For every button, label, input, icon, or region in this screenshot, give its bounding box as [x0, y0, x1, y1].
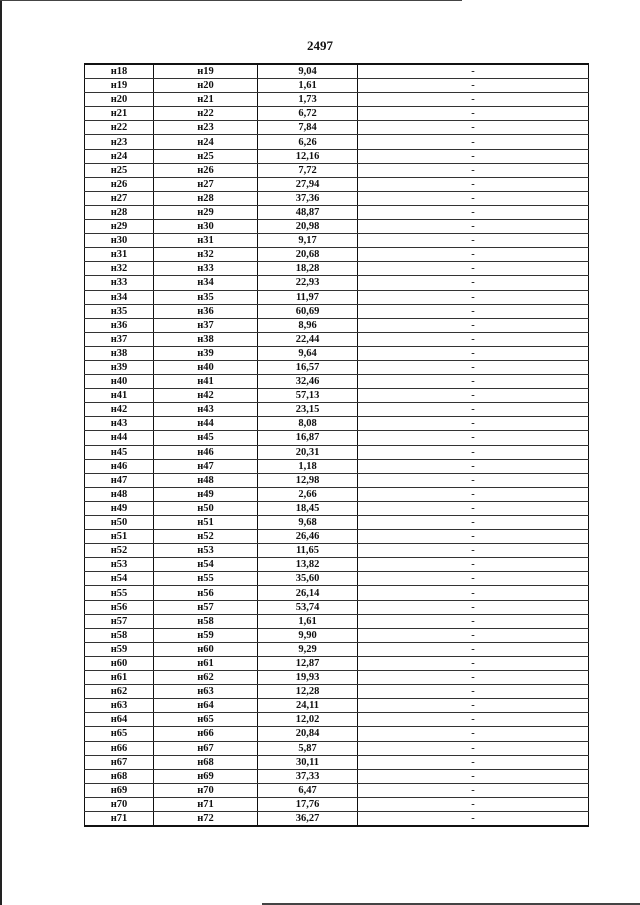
point-to-cell: н27	[154, 177, 258, 191]
note-cell: -	[358, 389, 589, 403]
note-cell: -	[358, 671, 589, 685]
table-row	[85, 600, 589, 614]
table-row	[85, 262, 589, 276]
point-to-cell: н57	[154, 600, 258, 614]
point-from-cell: н26	[85, 177, 154, 191]
point-from-cell: н39	[85, 360, 154, 374]
point-from-cell: н68	[85, 769, 154, 783]
note-cell: -	[358, 79, 589, 93]
length-cell: 13,82	[258, 558, 358, 572]
table-row	[85, 558, 589, 572]
point-to-cell: н23	[154, 121, 258, 135]
point-to-cell: н62	[154, 671, 258, 685]
length-cell: 24,11	[258, 699, 358, 713]
note-cell: -	[358, 699, 589, 713]
point-from-cell: н52	[85, 544, 154, 558]
table-row	[85, 516, 589, 530]
note-cell: -	[358, 403, 589, 417]
length-cell: 37,36	[258, 191, 358, 205]
point-from-cell: н18	[85, 64, 154, 79]
point-from-cell: н53	[85, 558, 154, 572]
table-row	[85, 389, 589, 403]
point-from-cell: н19	[85, 79, 154, 93]
point-from-cell: н50	[85, 516, 154, 530]
note-cell: -	[358, 332, 589, 346]
note-cell: -	[358, 417, 589, 431]
point-from-cell: н65	[85, 727, 154, 741]
note-cell: -	[358, 234, 589, 248]
table-row	[85, 473, 589, 487]
note-cell: -	[358, 769, 589, 783]
point-to-cell: н40	[154, 360, 258, 374]
point-to-cell: н31	[154, 234, 258, 248]
note-cell: -	[358, 248, 589, 262]
table-row	[85, 811, 589, 826]
point-from-cell: н55	[85, 586, 154, 600]
length-cell: 12,02	[258, 713, 358, 727]
point-from-cell: н62	[85, 685, 154, 699]
point-from-cell: н24	[85, 149, 154, 163]
note-cell: -	[358, 727, 589, 741]
point-to-cell: н66	[154, 727, 258, 741]
note-cell: -	[358, 431, 589, 445]
note-cell: -	[358, 290, 589, 304]
table-body	[85, 64, 589, 826]
point-from-cell: н30	[85, 234, 154, 248]
point-from-cell: н41	[85, 389, 154, 403]
point-to-cell: н51	[154, 516, 258, 530]
point-to-cell: н65	[154, 713, 258, 727]
length-cell: 1,73	[258, 93, 358, 107]
note-cell: -	[358, 656, 589, 670]
point-from-cell: н67	[85, 755, 154, 769]
length-cell: 16,57	[258, 360, 358, 374]
point-to-cell: н53	[154, 544, 258, 558]
table-row	[85, 671, 589, 685]
table-row	[85, 459, 589, 473]
table-row	[85, 79, 589, 93]
point-to-cell: н72	[154, 811, 258, 826]
length-cell: 5,87	[258, 741, 358, 755]
point-to-cell: н67	[154, 741, 258, 755]
point-to-cell: н44	[154, 417, 258, 431]
length-cell: 26,14	[258, 586, 358, 600]
point-from-cell: н59	[85, 642, 154, 656]
table-row	[85, 403, 589, 417]
page-number: 2497	[307, 38, 333, 53]
note-cell: -	[358, 177, 589, 191]
point-to-cell: н69	[154, 769, 258, 783]
note-cell: -	[358, 445, 589, 459]
length-cell: 9,68	[258, 516, 358, 530]
point-from-cell: н46	[85, 459, 154, 473]
note-cell: -	[358, 220, 589, 234]
length-cell: 8,96	[258, 318, 358, 332]
length-cell: 23,15	[258, 403, 358, 417]
point-from-cell: н71	[85, 811, 154, 826]
point-from-cell: н28	[85, 205, 154, 219]
point-to-cell: н61	[154, 656, 258, 670]
note-cell: -	[358, 741, 589, 755]
point-to-cell: н68	[154, 755, 258, 769]
point-from-cell: н22	[85, 121, 154, 135]
note-cell: -	[358, 516, 589, 530]
point-from-cell: н61	[85, 671, 154, 685]
point-from-cell: н34	[85, 290, 154, 304]
length-cell: 6,47	[258, 783, 358, 797]
note-cell: -	[358, 262, 589, 276]
point-from-cell: н42	[85, 403, 154, 417]
point-to-cell: н25	[154, 149, 258, 163]
point-to-cell: н42	[154, 389, 258, 403]
note-cell: -	[358, 487, 589, 501]
point-to-cell: н47	[154, 459, 258, 473]
length-cell: 18,28	[258, 262, 358, 276]
table-row	[85, 699, 589, 713]
point-to-cell: н39	[154, 346, 258, 360]
boundary-points-table	[84, 63, 589, 827]
table-row	[85, 797, 589, 811]
point-from-cell: н25	[85, 163, 154, 177]
length-cell: 17,76	[258, 797, 358, 811]
point-from-cell: н35	[85, 304, 154, 318]
point-from-cell: н31	[85, 248, 154, 262]
point-to-cell: н54	[154, 558, 258, 572]
table-row	[85, 205, 589, 219]
length-cell: 20,84	[258, 727, 358, 741]
length-cell: 22,44	[258, 332, 358, 346]
scan-border-top	[0, 0, 462, 1]
note-cell: -	[358, 459, 589, 473]
note-cell: -	[358, 64, 589, 79]
point-from-cell: н66	[85, 741, 154, 755]
point-to-cell: н70	[154, 783, 258, 797]
table-row	[85, 417, 589, 431]
table-row	[85, 177, 589, 191]
point-to-cell: н26	[154, 163, 258, 177]
table-row	[85, 64, 589, 79]
table-row	[85, 445, 589, 459]
note-cell: -	[358, 163, 589, 177]
note-cell: -	[358, 135, 589, 149]
length-cell: 37,33	[258, 769, 358, 783]
table-row	[85, 135, 589, 149]
point-to-cell: н32	[154, 248, 258, 262]
table-row	[85, 191, 589, 205]
point-from-cell: н27	[85, 191, 154, 205]
length-cell: 19,93	[258, 671, 358, 685]
point-from-cell: н45	[85, 445, 154, 459]
length-cell: 6,72	[258, 107, 358, 121]
scan-border-left	[0, 0, 2, 905]
length-cell: 1,61	[258, 79, 358, 93]
point-to-cell: н19	[154, 64, 258, 79]
point-from-cell: н32	[85, 262, 154, 276]
point-from-cell: н43	[85, 417, 154, 431]
length-cell: 2,66	[258, 487, 358, 501]
length-cell: 57,13	[258, 389, 358, 403]
note-cell: -	[358, 642, 589, 656]
point-to-cell: н28	[154, 191, 258, 205]
table-row	[85, 501, 589, 515]
point-to-cell: н22	[154, 107, 258, 121]
point-from-cell: н69	[85, 783, 154, 797]
point-from-cell: н51	[85, 530, 154, 544]
note-cell: -	[358, 544, 589, 558]
length-cell: 12,28	[258, 685, 358, 699]
length-cell: 11,97	[258, 290, 358, 304]
point-to-cell: н43	[154, 403, 258, 417]
point-to-cell: н46	[154, 445, 258, 459]
table-row	[85, 93, 589, 107]
table-row	[85, 755, 589, 769]
point-from-cell: н33	[85, 276, 154, 290]
table-row	[85, 487, 589, 501]
point-to-cell: н34	[154, 276, 258, 290]
point-from-cell: н36	[85, 318, 154, 332]
point-to-cell: н63	[154, 685, 258, 699]
note-cell: -	[358, 811, 589, 826]
note-cell: -	[358, 755, 589, 769]
point-from-cell: н37	[85, 332, 154, 346]
point-from-cell: н58	[85, 628, 154, 642]
note-cell: -	[358, 107, 589, 121]
length-cell: 30,11	[258, 755, 358, 769]
point-from-cell: н57	[85, 614, 154, 628]
table-row	[85, 304, 589, 318]
length-cell: 48,87	[258, 205, 358, 219]
length-cell: 18,45	[258, 501, 358, 515]
point-from-cell: н70	[85, 797, 154, 811]
note-cell: -	[358, 501, 589, 515]
note-cell: -	[358, 205, 589, 219]
point-to-cell: н24	[154, 135, 258, 149]
point-to-cell: н29	[154, 205, 258, 219]
point-from-cell: н56	[85, 600, 154, 614]
point-from-cell: н60	[85, 656, 154, 670]
point-to-cell: н21	[154, 93, 258, 107]
note-cell: -	[358, 346, 589, 360]
note-cell: -	[358, 149, 589, 163]
length-cell: 7,84	[258, 121, 358, 135]
length-cell: 1,61	[258, 614, 358, 628]
point-to-cell: н56	[154, 586, 258, 600]
length-cell: 35,60	[258, 572, 358, 586]
point-from-cell: н49	[85, 501, 154, 515]
note-cell: -	[358, 530, 589, 544]
note-cell: -	[358, 797, 589, 811]
point-to-cell: н50	[154, 501, 258, 515]
point-to-cell: н33	[154, 262, 258, 276]
table-row	[85, 332, 589, 346]
table-row	[85, 248, 589, 262]
point-from-cell: н21	[85, 107, 154, 121]
table-row	[85, 769, 589, 783]
point-from-cell: н44	[85, 431, 154, 445]
note-cell: -	[358, 685, 589, 699]
length-cell: 7,72	[258, 163, 358, 177]
note-cell: -	[358, 713, 589, 727]
note-cell: -	[358, 93, 589, 107]
table-row	[85, 572, 589, 586]
point-from-cell: н40	[85, 375, 154, 389]
length-cell: 12,98	[258, 473, 358, 487]
length-cell: 22,93	[258, 276, 358, 290]
table-row	[85, 318, 589, 332]
point-to-cell: н52	[154, 530, 258, 544]
note-cell: -	[358, 572, 589, 586]
point-from-cell: н54	[85, 572, 154, 586]
note-cell: -	[358, 318, 589, 332]
length-cell: 1,18	[258, 459, 358, 473]
table-row	[85, 727, 589, 741]
length-cell: 53,74	[258, 600, 358, 614]
table-row	[85, 163, 589, 177]
table-row	[85, 741, 589, 755]
length-cell: 11,65	[258, 544, 358, 558]
table-row	[85, 220, 589, 234]
point-to-cell: н64	[154, 699, 258, 713]
table-row	[85, 107, 589, 121]
note-cell: -	[358, 586, 589, 600]
note-cell: -	[358, 783, 589, 797]
point-to-cell: н49	[154, 487, 258, 501]
length-cell: 9,17	[258, 234, 358, 248]
point-to-cell: н71	[154, 797, 258, 811]
point-from-cell: н23	[85, 135, 154, 149]
length-cell: 20,68	[258, 248, 358, 262]
point-to-cell: н59	[154, 628, 258, 642]
point-from-cell: н63	[85, 699, 154, 713]
length-cell: 20,31	[258, 445, 358, 459]
length-cell: 60,69	[258, 304, 358, 318]
note-cell: -	[358, 191, 589, 205]
table-row	[85, 656, 589, 670]
note-cell: -	[358, 628, 589, 642]
length-cell: 16,87	[258, 431, 358, 445]
table-row	[85, 628, 589, 642]
point-from-cell: н38	[85, 346, 154, 360]
length-cell: 6,26	[258, 135, 358, 149]
length-cell: 8,08	[258, 417, 358, 431]
note-cell: -	[358, 360, 589, 374]
length-cell: 27,94	[258, 177, 358, 191]
point-from-cell: н64	[85, 713, 154, 727]
table-row	[85, 290, 589, 304]
length-cell: 12,87	[258, 656, 358, 670]
note-cell: -	[358, 600, 589, 614]
table-row	[85, 346, 589, 360]
point-to-cell: н41	[154, 375, 258, 389]
note-cell: -	[358, 304, 589, 318]
length-cell: 26,46	[258, 530, 358, 544]
table-row	[85, 544, 589, 558]
note-cell: -	[358, 614, 589, 628]
table-row	[85, 234, 589, 248]
note-cell: -	[358, 375, 589, 389]
note-cell: -	[358, 473, 589, 487]
table-row	[85, 149, 589, 163]
note-cell: -	[358, 276, 589, 290]
table-row	[85, 360, 589, 374]
table-row	[85, 276, 589, 290]
point-from-cell: н20	[85, 93, 154, 107]
table-row	[85, 685, 589, 699]
point-to-cell: н58	[154, 614, 258, 628]
table-row	[85, 586, 589, 600]
table-row	[85, 713, 589, 727]
point-to-cell: н38	[154, 332, 258, 346]
point-from-cell: н48	[85, 487, 154, 501]
point-to-cell: н48	[154, 473, 258, 487]
table-row	[85, 375, 589, 389]
point-to-cell: н37	[154, 318, 258, 332]
table-row	[85, 121, 589, 135]
table-row	[85, 783, 589, 797]
point-to-cell: н30	[154, 220, 258, 234]
table-row	[85, 431, 589, 445]
note-cell: -	[358, 558, 589, 572]
point-to-cell: н35	[154, 290, 258, 304]
length-cell: 32,46	[258, 375, 358, 389]
note-cell: -	[358, 121, 589, 135]
length-cell: 36,27	[258, 811, 358, 826]
table-row	[85, 642, 589, 656]
point-from-cell: н29	[85, 220, 154, 234]
point-to-cell: н60	[154, 642, 258, 656]
length-cell: 12,16	[258, 149, 358, 163]
length-cell: 9,64	[258, 346, 358, 360]
length-cell: 9,90	[258, 628, 358, 642]
length-cell: 9,04	[258, 64, 358, 79]
point-to-cell: н20	[154, 79, 258, 93]
length-cell: 20,98	[258, 220, 358, 234]
table-row	[85, 614, 589, 628]
point-to-cell: н55	[154, 572, 258, 586]
table-row	[85, 530, 589, 544]
point-from-cell: н47	[85, 473, 154, 487]
length-cell: 9,29	[258, 642, 358, 656]
point-to-cell: н36	[154, 304, 258, 318]
point-to-cell: н45	[154, 431, 258, 445]
